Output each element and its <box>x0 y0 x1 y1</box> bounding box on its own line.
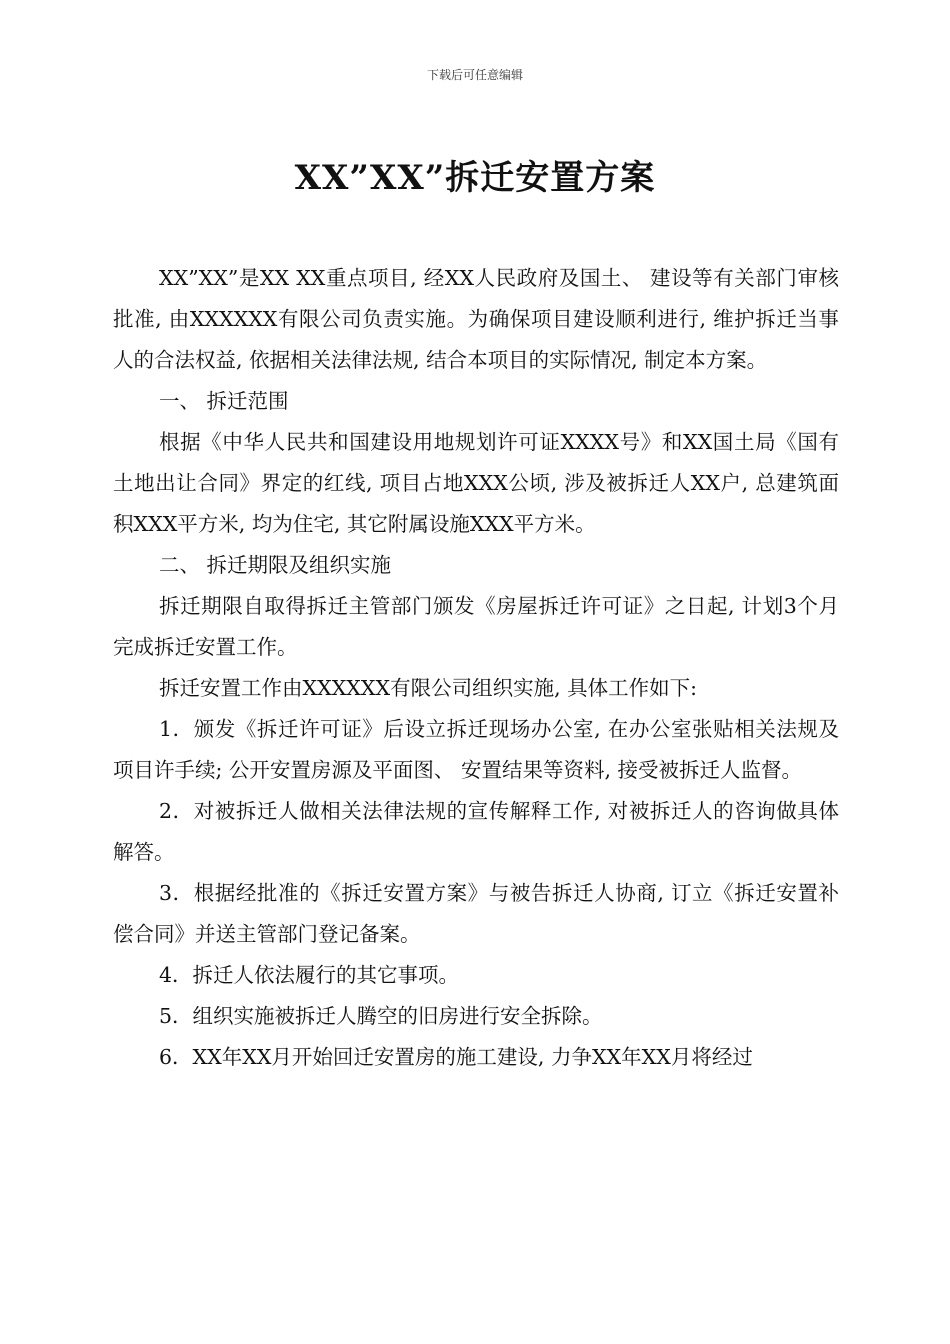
document-body <box>113 258 839 1078</box>
paragraph-scope: 根据《中华人民共和国建设用地规划许可证XXXX号》和XX国土局《国有土地出让合同》界定的红线, 项目占地XXX公顷, 涉及被拆迁人XX户, 总建筑面积XXX平方米, 均为住宅, 其它附属设施XXX平方米。 <box>113 430 839 536</box>
document-title: XX”XX”拆迁安置方案 <box>294 158 656 198</box>
paragraph-period: 拆迁期限自取得拆迁主管部门颁发《房屋拆迁许可证》之日起, 计划3个月完成拆迁安置工作。 <box>113 594 839 659</box>
list-item-4: 4．拆迁人依法履行的其它事项。 <box>159 963 460 987</box>
list-item-5: 5．组织实施被拆迁人腾空的旧房进行安全拆除。 <box>159 1004 603 1028</box>
list-item-3: 3．根据经批准的《拆迁安置方案》与被告拆迁人协商, 订立《拆迁安置补偿合同》并送主管部门登记备案。 <box>113 881 839 946</box>
paragraph-organization: 拆迁安置工作由XXXXXX有限公司组织实施, 具体工作如下: <box>159 676 698 700</box>
section-heading-period: 二、 拆迁期限及组织实施 <box>159 553 392 577</box>
list-item-2: 2．对被拆迁人做相关法律法规的宣传解释工作, 对被拆迁人的咨询做具体解答。 <box>113 799 839 864</box>
header-note: 下载后可任意编辑 <box>426 68 523 82</box>
list-item-6: 6．XX年XX月开始回迁安置房的施工建设, 力争XX年XX月将经过 <box>159 1045 753 1069</box>
section-heading-scope: 一、 拆迁范围 <box>159 389 289 413</box>
paragraph-intro: XX”XX”是XX XX重点项目, 经XX人民政府及国土、 建设等有关部门审核批准, 由XXXXXX有限公司负责实施。为确保项目建设顺利进行, 维护拆迁当事人的合法权益, 依据相关法律法规, 结合本项目的实际情况, 制定本方案。 <box>113 266 839 372</box>
list-item-1: 1．颁发《拆迁许可证》后设立拆迁现场办公室, 在办公室张贴相关法规及项目许手续; 公开安置房源及平面图、 安置结果等资料, 接受被拆迁人监督。 <box>113 717 839 782</box>
